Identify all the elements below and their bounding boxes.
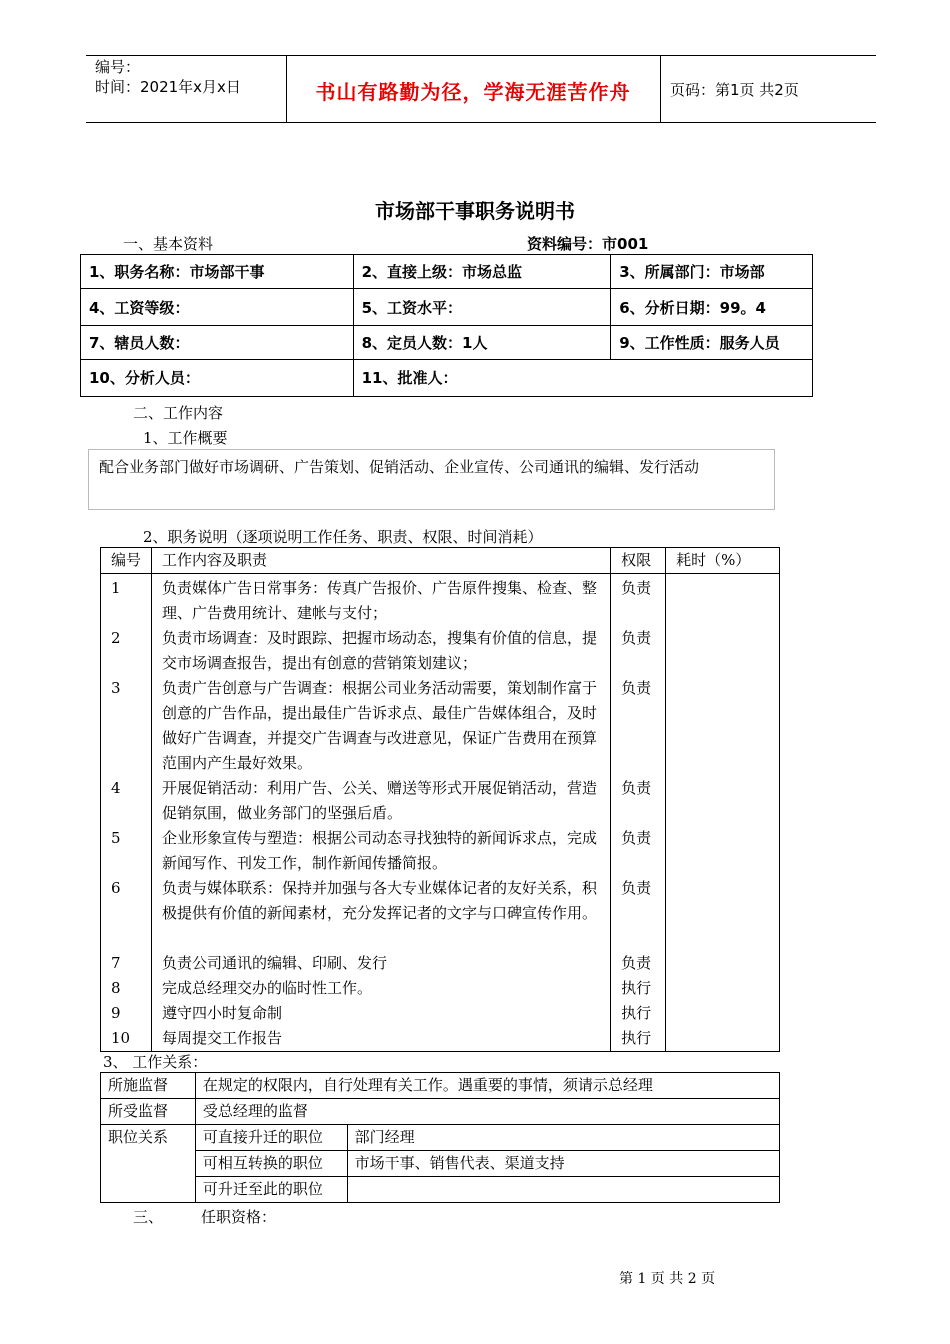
relations-table [100,1072,780,1203]
table-row [81,326,813,360]
duty-no: 1 [111,579,121,597]
table-row [81,255,813,289]
position-value: 部门经理 [347,1125,779,1151]
overview-heading: 1、工作概要 [143,429,228,447]
duty-text: 开展促销活动：利用广告、公关、赠送等形式开展促销活动，营造促销氛围，做业务部门的坚强后盾。 [161,779,597,822]
duty-text: 负责公司通讯的编辑、印刷、发行 [161,954,387,972]
duty-text: 负责广告创意与广告调查：根据公司业务活动需要，策划制作富于创意的广告作品，提出最佳广告诉求点、最佳广告媒体组合，及时做好广告调查，并提交广告调查与改进意见，保证广告费用在预算范围内产生最好效果。 [161,679,597,772]
position-label: 可升迁至此的职位 [195,1177,347,1203]
info-cell: 8、定员人数：1人 [353,326,611,360]
duties-heading: 2、职务说明（逐项说明工作任务、职责、权限、时间消耗） [143,528,543,546]
duty-no: 10 [111,1029,131,1047]
duty-text: 遵守四小时复命制 [161,1004,282,1022]
column-header: 耗时（%） [666,548,780,574]
document-title: 市场部干事职务说明书 [375,199,575,223]
duty-text: 负责媒体广告日常事务：传真广告报价、广告原件搜集、检查、整理、广告费用统计、建帐与支付； [161,579,597,622]
header-motto: 书山有路勤为径，学海无涯苦作舟 [315,80,631,104]
duty-text: 每周提交工作报告 [161,1029,282,1047]
section2-heading: 二、工作内容 [133,404,224,422]
position-value [347,1177,779,1203]
basic-info-table [80,254,813,397]
duty-auth: 负责 [621,879,652,897]
duty-auth: 负责 [621,579,652,597]
info-cell: 3、所属部门：市场部 [611,255,813,289]
section3-number: 三、 [133,1208,164,1226]
duty-auth: 负责 [621,954,652,972]
relation-text: 在规定的权限内，自行处理有关工作。遇重要的事情，须请示总经理 [195,1073,779,1099]
duty-number-column [101,574,152,1052]
info-cell: 4、工资等级： [81,289,354,326]
duty-text: 完成总经理交办的临时性工作。 [161,979,372,997]
info-cell: 11、批准人： [353,360,812,397]
duty-no: 8 [111,979,121,997]
info-cell: 6、分析日期：99。4 [611,289,813,326]
info-cell: 5、工资水平： [353,289,611,326]
section1-heading: 一、基本资料 [123,235,214,253]
duty-auth: 负责 [621,679,652,697]
table-row [101,574,780,1052]
duties-table [100,547,780,1052]
table-row [101,1177,780,1203]
duty-auth: 负责 [621,629,652,647]
info-cell: 2、直接上级：市场总监 [353,255,611,289]
header-page-label: 页码：第1页 共2页 [670,81,799,99]
table-header-row [101,548,780,574]
relation-label: 所受监督 [101,1099,196,1125]
relation-label: 职位关系 [101,1125,196,1203]
page-footer: 第 1 页 共 2 页 [619,1271,716,1287]
relation-text: 受总经理的监督 [195,1099,779,1125]
table-row [101,1151,780,1177]
table-row [101,1073,780,1099]
duty-no: 3 [111,679,121,697]
position-value: 市场干事、销售代表、渠道支持 [347,1151,779,1177]
table-row [81,289,813,326]
duty-text: 企业形象宣传与塑造：根据公司动态寻找独特的新闻诉求点，完成新闻写作、刊发工作，制作新闻传播简报。 [161,829,597,872]
section3-heading: 任职资格： [201,1208,277,1226]
column-header: 编号 [101,548,152,574]
overview-box [88,449,775,510]
duty-auth: 负责 [621,829,652,847]
column-header: 工作内容及职责 [151,548,610,574]
duty-no: 4 [111,779,121,797]
duty-auth: 执行 [621,1029,652,1047]
position-label: 可直接升迁的职位 [195,1125,347,1151]
info-cell: 9、工作性质：服务人员 [611,326,813,360]
duty-no: 9 [111,1004,121,1022]
duty-no: 6 [111,879,121,897]
header-meta [95,57,241,97]
time-label: 时间：2021年x月x日 [95,78,241,96]
duty-text: 负责市场调查：及时跟踪、把握市场动态，搜集有价值的信息，提交市场调查报告，提出有创意的营销策划建议； [161,629,597,672]
number-label: 编号： [95,58,141,76]
relations-heading: 3、 工作关系： [103,1053,208,1071]
duty-text-column [151,574,610,1052]
duty-text: 负责与媒体联系：保持并加强与各大专业媒体记者的友好关系，积极提供有价值的新闻素材，充分发挥记者的文字与口碑宣传作用。 [161,879,597,922]
duty-no: 2 [111,629,121,647]
header-top-rule [86,55,876,56]
duty-no: 5 [111,829,121,847]
info-cell: 7、辖员人数： [81,326,354,360]
duty-time-column [666,574,780,1052]
header-divider-right [660,55,661,123]
duty-auth: 执行 [621,979,652,997]
table-row [101,1125,780,1151]
duty-auth-column [611,574,666,1052]
header-bottom-rule [86,122,876,123]
info-cell: 10、分析人员： [81,360,354,397]
duty-no: 7 [111,954,121,972]
duty-auth: 负责 [621,779,652,797]
table-row [81,360,813,397]
position-label: 可相互转换的职位 [195,1151,347,1177]
doc-number: 资料编号：市001 [527,235,649,253]
info-cell: 1、职务名称：市场部干事 [81,255,354,289]
duty-auth: 执行 [621,1004,652,1022]
table-row [101,1099,780,1125]
relation-label: 所施监督 [101,1073,196,1099]
column-header: 权限 [611,548,666,574]
overview-text: 配合业务部门做好市场调研、广告策划、促销活动、企业宣传、公司通讯的编辑、发行活动 [99,458,700,476]
